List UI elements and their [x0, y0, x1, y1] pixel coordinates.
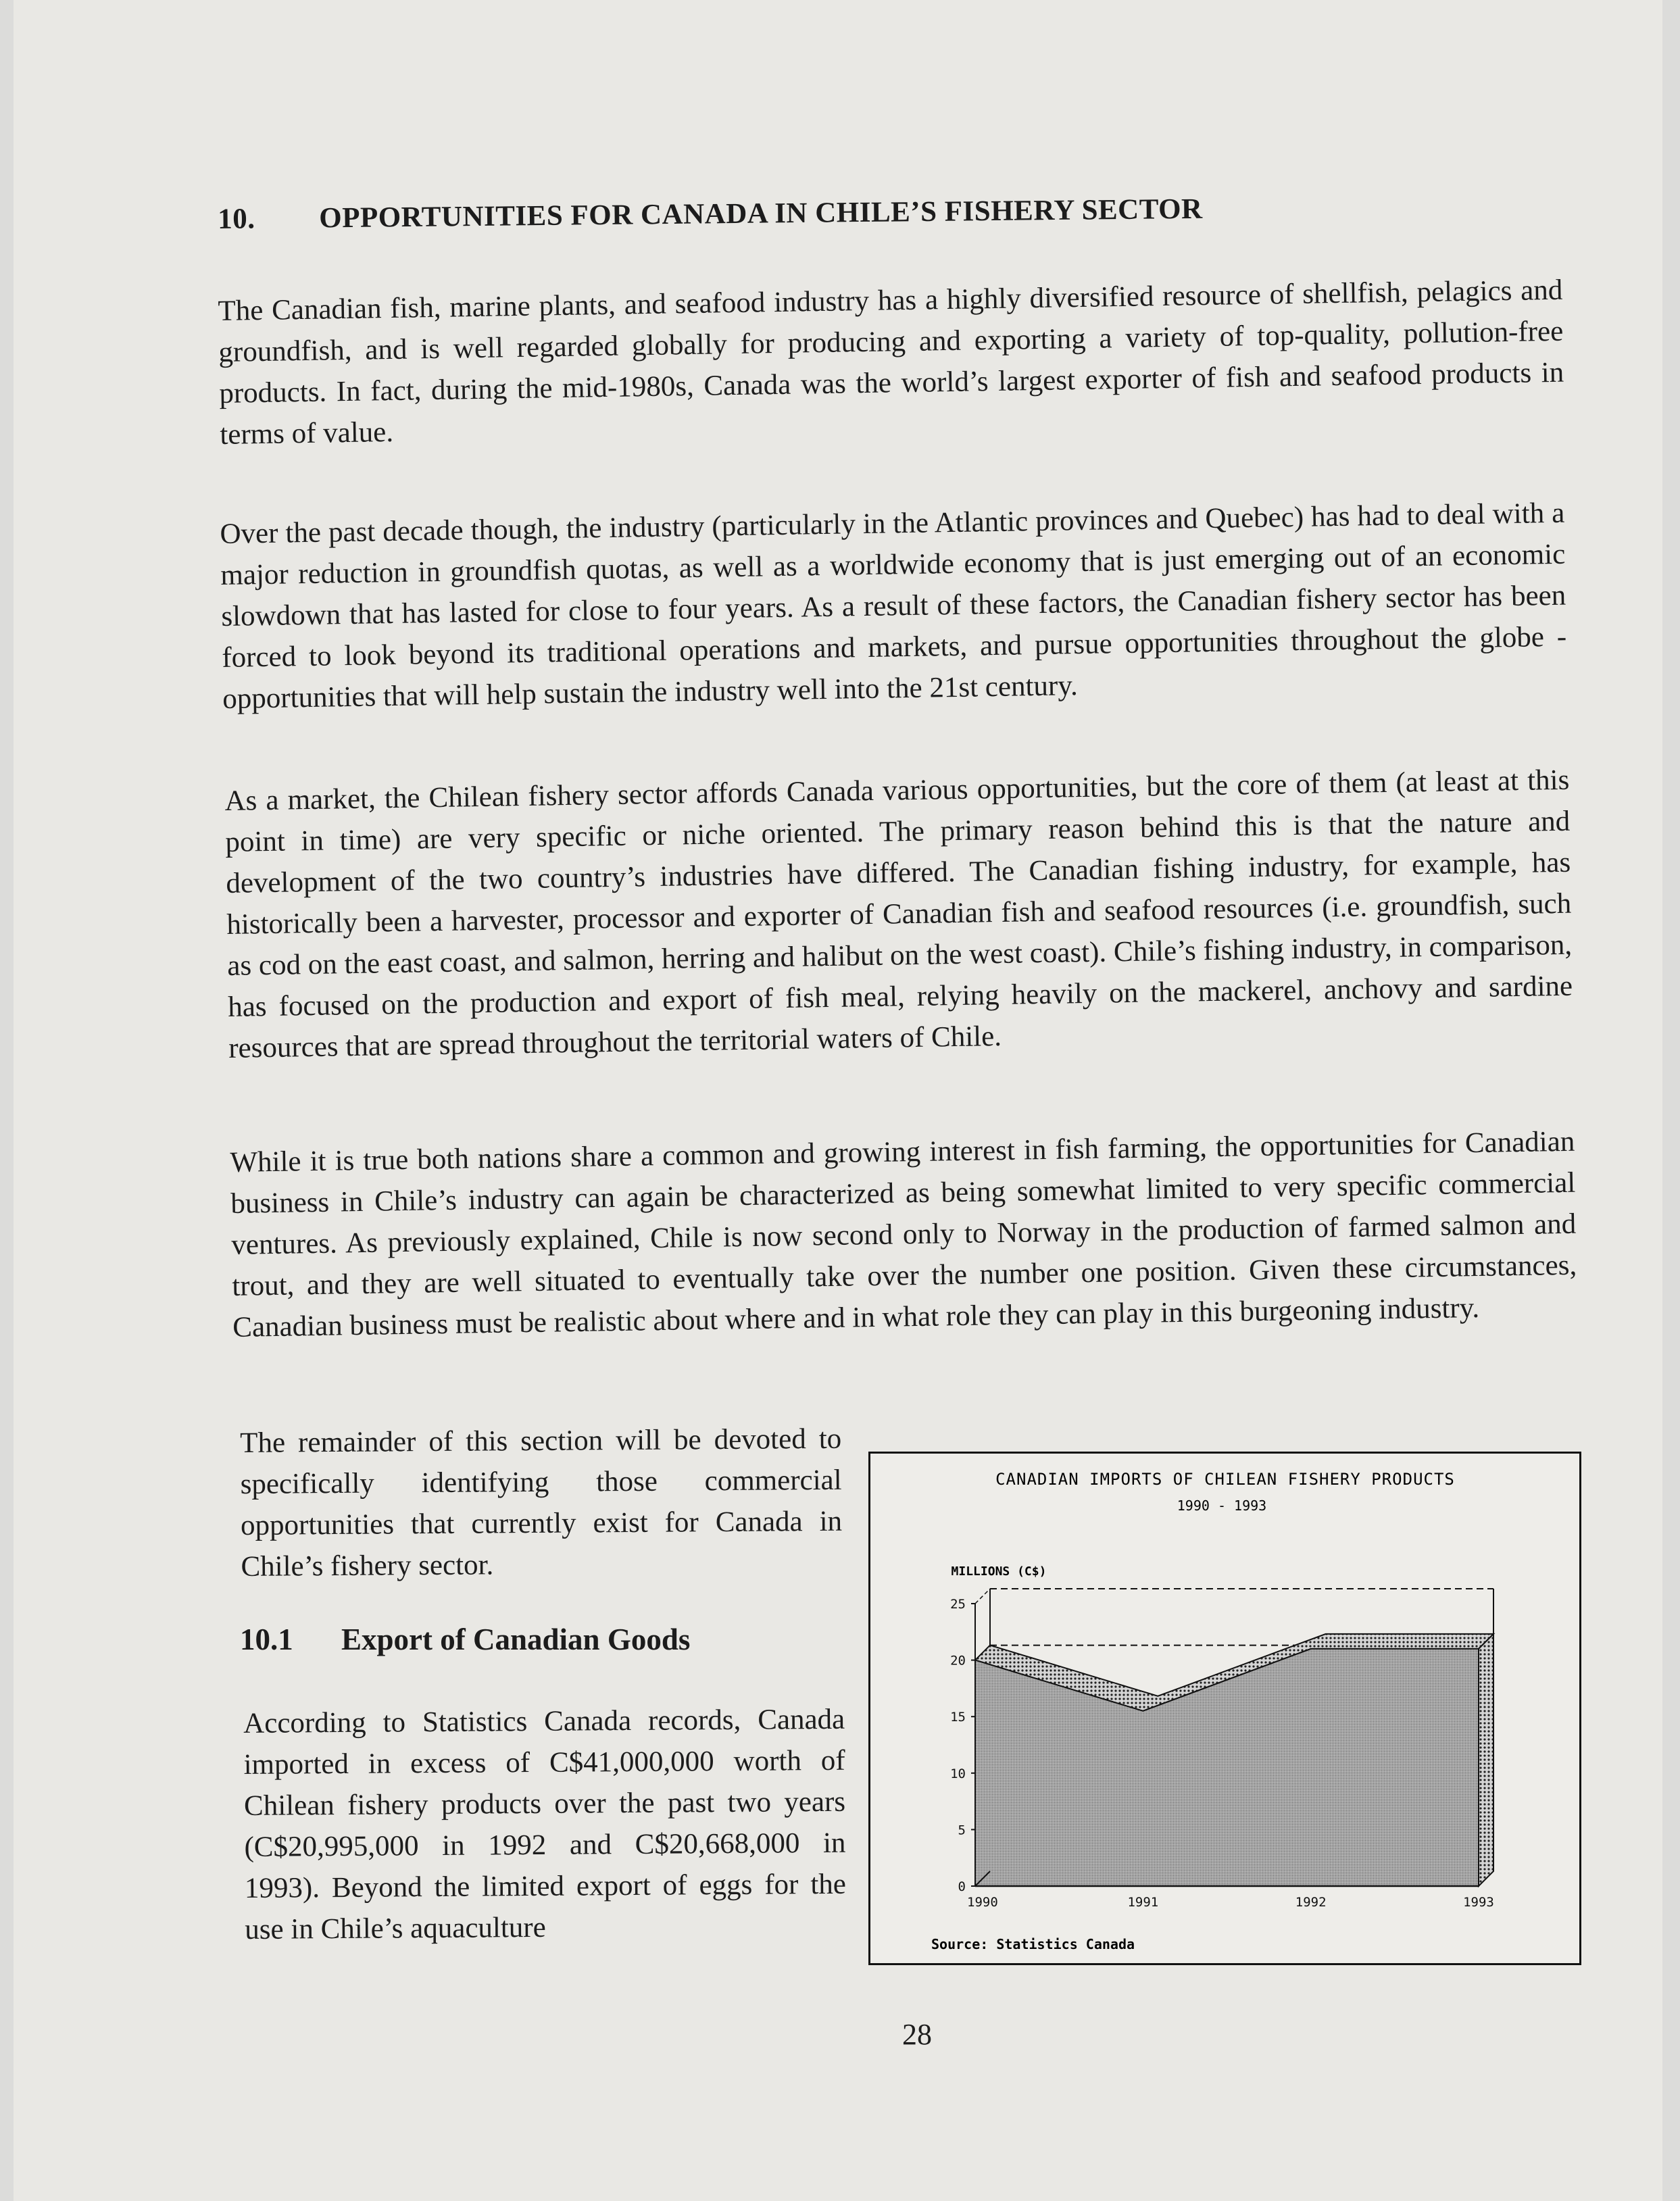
gridline-join-25	[975, 1589, 990, 1604]
subsection-title: Export of Canadian Goods	[341, 1623, 691, 1656]
y-tick-label: 20	[950, 1653, 966, 1668]
paragraph-2: Over the past decade though, the industry (particularly in the Atlantic provinces and Quebec) has had to deal with a major reduction in groundfish quotas, as well as a worldwide economy that is just emerging out of an economic slowdown that has lasted for close to four years. As a result of these factors, the Canadian fishery sector has been forced to look beyond its traditional operations and markets, and pursue opportunities throughout the globe - opportunities that will help sustain the industry well into the 21st century.	[220, 497, 1567, 715]
chart-frame	[868, 1452, 1581, 1965]
area-series	[975, 1649, 1479, 1886]
chart-subtitle: 1990 - 1993	[1177, 1498, 1267, 1514]
area-side-face	[1479, 1634, 1493, 1886]
chart-title: CANADIAN IMPORTS OF CHILEAN FISHERY PRODUCTS	[995, 1470, 1455, 1489]
x-tick-label: 1992	[1295, 1895, 1327, 1910]
y-axis-label: MILLIONS (C$)	[951, 1564, 1047, 1579]
section-heading	[218, 189, 1502, 236]
area-chart	[870, 1454, 1579, 1963]
section-title: OPPORTUNITIES FOR CANADA IN CHILE’S FISHERY SECTOR	[319, 193, 1203, 234]
paragraph-5: The remainder of this section will be devoted to specifically identifying those commercial opportunities that currently exist for Canada in Chile’s fishery sector.	[240, 1423, 843, 1583]
paragraph-3: As a market, the Chilean fishery sector affords Canada various opportunities, but the core of them (at least at this point in time) are very specific or niche oriented. The primary reason behind this is that the nature and development of the two country’s industries have differed. The Canadian fishing industry, for example, has historically been a harvester, processor and exporter of Canadian fish and seafood resources (i.e. groundfish, such as cod on the east coast, and salmon, herring and halibut on the west coast). Chile’s fishing industry, in comparison, has focused on the production and export of fish meal, relying heavily on the mackerel, anchovy and sardine resources that are spread throughout the territorial waters of Chile.	[224, 764, 1573, 1064]
chart-source: Source: Statistics Canada	[931, 1936, 1135, 1952]
x-tick-label: 1990	[967, 1895, 998, 1910]
page-number: 28	[902, 2018, 932, 2051]
document-page	[14, 0, 1662, 2201]
y-tick-label: 5	[958, 1823, 966, 1838]
subsection-number: 10.1	[240, 1623, 293, 1656]
section-number: 10.	[218, 203, 255, 235]
plot-area	[950, 1589, 1494, 1910]
paragraph-4: While it is true both nations share a common and growing interest in fish farming, the opportunities for Canadian business in Chile’s industry can again be characterized as being somewhat limited to very specific commercial ventures. As previously explained, Chile is now second only to Norway in the production of farmed salmon and trout, and they are well situated to eventually take over the number one position. Given these circumstances, Canadian business must be realistic about where and in what role they can play in this burgeoning industry.	[230, 1125, 1577, 1343]
y-tick-label: 25	[950, 1597, 966, 1612]
paragraph-1: The Canadian fish, marine plants, and seafood industry has a highly diversified resource of shellfish, pelagics and groundfish, and is well regarded globally for producing and exporting a variety of top-quality, pollution-free products. In fact, during the mid-1980s, Canada was the world’s largest exporter of fish and seafood products in terms of value.	[218, 274, 1564, 451]
x-tick-label: 1991	[1127, 1895, 1159, 1910]
x-tick-label: 1993	[1463, 1895, 1494, 1910]
subsection-paragraph: According to Statistics Canada records, Canada imported in excess of C$41,000,000 worth of Chilean fishery products over the past two years (C$20,995,000 in 1992 and C$20,668,000 in 1993). Beyond the limited export of eggs for the use in Chile’s aquaculture	[243, 1703, 847, 1946]
y-tick-label: 0	[958, 1879, 966, 1894]
y-tick-label: 15	[950, 1710, 966, 1725]
subsection-heading	[240, 1622, 690, 1657]
y-tick-label: 10	[950, 1766, 966, 1781]
